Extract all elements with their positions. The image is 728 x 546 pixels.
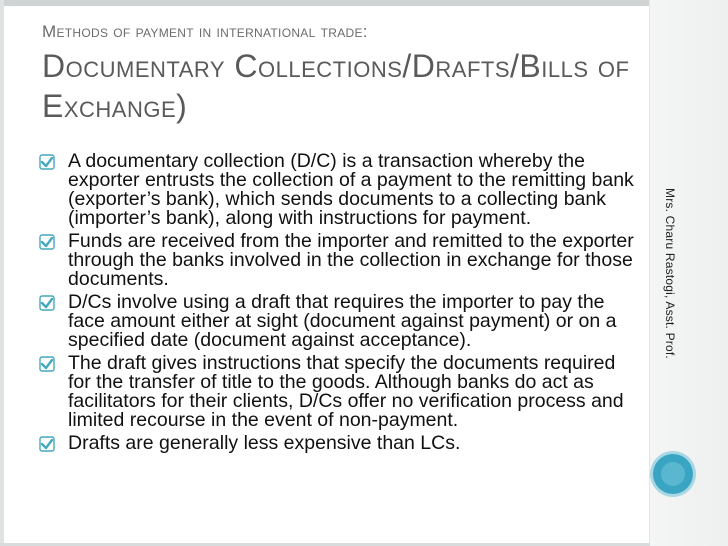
bullet-list — [38, 152, 638, 457]
checkbox-bullet-icon — [38, 294, 56, 312]
author-side-label: Mrs. Charu Rastogi, Asst. Prof. — [663, 188, 677, 359]
bullet-item — [38, 434, 638, 453]
bullet-text: Funds are received from the importer and remitted to the exporter through the banks involved in the collection in exchange for those documents. — [68, 230, 634, 290]
decorative-circle — [653, 454, 693, 494]
bullet-text: Drafts are generally less expensive than LCs. — [68, 432, 461, 454]
bullet-item — [38, 354, 638, 430]
bullet-text: The draft gives instructions that specify the documents required for the transfer of title to the goods. Although banks do act as facilitators for their clients, D/Cs offer no verification process and limited recourse in the event of non-payment. — [68, 352, 624, 431]
bullet-item — [38, 232, 638, 289]
checkbox-bullet-icon — [38, 435, 56, 453]
slide-title: Documentary Collections/Drafts/Bills of Exchange) — [42, 48, 630, 124]
bullet-text: D/Cs involve using a draft that requires the importer to pay the face amount either at sight (document against payment) or on a specified date (document against acceptance). — [68, 291, 617, 351]
slide-subtitle: Methods of payment in international trade: — [42, 22, 368, 41]
decorative-circle-inner — [661, 462, 685, 486]
left-border — [0, 0, 4, 546]
checkbox-bullet-icon — [38, 153, 56, 171]
bullet-item — [38, 293, 638, 350]
bullet-text: A documentary collection (D/C) is a transaction whereby the exporter entrusts the collection of a payment to the remitting bank (exporter’s bank), which sends documents to a collecting bank (importer’s bank), along with instructions for payment. — [68, 150, 634, 229]
bullet-item — [38, 152, 638, 228]
checkbox-bullet-icon — [38, 355, 56, 373]
checkbox-bullet-icon — [38, 233, 56, 251]
top-border — [0, 0, 728, 6]
